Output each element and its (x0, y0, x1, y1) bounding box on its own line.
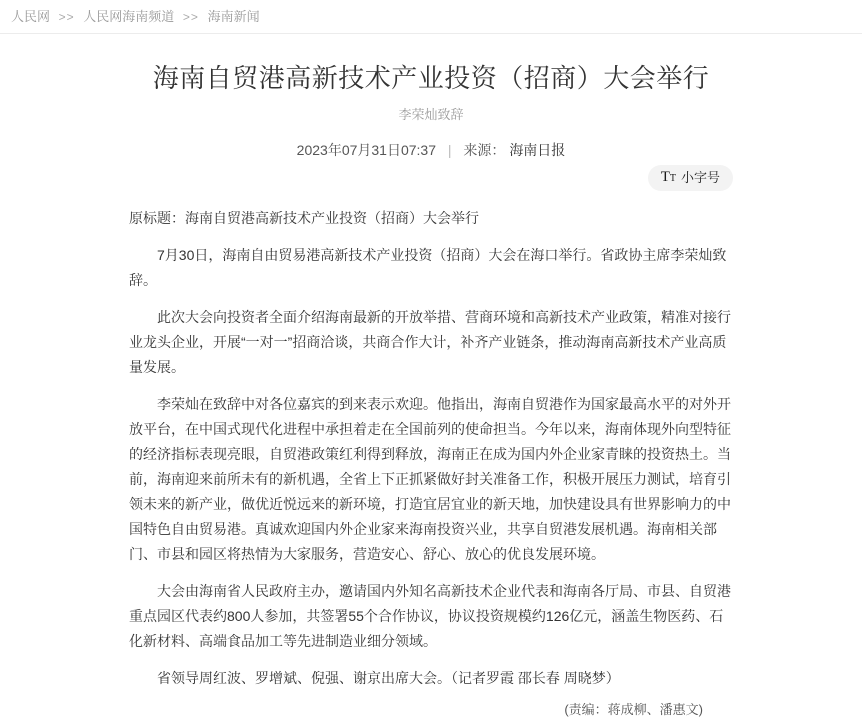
article-body (129, 206, 733, 691)
publish-date: 2023年07月31日07:37 (296, 142, 436, 158)
font-size-label: 小字号 (680, 170, 720, 185)
breadcrumb-separator: >> (58, 10, 75, 24)
header-divider (0, 33, 862, 34)
article-subtitle: 李荣灿致辞 (398, 107, 464, 122)
source-link[interactable]: 海南日报 (509, 142, 566, 158)
editors-note: (责编：蒋成柳、潘惠文) (564, 702, 703, 717)
article-content (129, 62, 733, 717)
article-title: 海南自贸港高新技术产业投资（招商）大会举行 (152, 63, 710, 93)
article-toolbar (129, 165, 733, 189)
breadcrumb-link-hainan-channel[interactable]: 人民网海南频道 (83, 9, 175, 24)
source-label: 来源： (463, 142, 506, 158)
paragraph: 李荣灿在致辞中对各位嘉宾的到来表示欢迎。他指出，海南自贸港作为国家最高水平的对外开放平台，在中国式现代化进程中承担着走在全国前列的使命担当。今年以来，海南体现外向型特征的经济指标表现亮眼，自贸港政策红利得到释放，海南正在成为国内外企业家青睐的投资热土。当前，海南迎来前所未有的新机遇，全省上下正抓紧做好封关准备工作，积极开展压力测试，培育引领未来的新产业，做优近悦远来的新环境，打造宜居宜业的新天地，加快建设具有世界影响力的中国特色自由贸易港。真诚欢迎国内外企业家来海南投资兴业，共享自贸港发展机遇。海南相关部门、市县和园区将热情为大家服务，营造安心、舒心、放心的优良发展环境。 (129, 396, 731, 562)
breadcrumb-link-peoples-net[interactable]: 人民网 (11, 9, 51, 24)
paragraph: 大会由海南省人民政府主办，邀请国内外知名高新技术企业代表和海南各厅局、市县、自贸港重点园区代表约800人参加，共签署55个合作协议，协议投资规模约126亿元，涵盖生物医药、石化新材料、高端食品加工等先进制造业细分领域。 (129, 583, 731, 649)
font-size-icon: TT (660, 169, 676, 185)
breadcrumb-link-hainan-news[interactable]: 海南新闻 (207, 9, 260, 24)
font-size-button[interactable] (648, 165, 733, 191)
paragraph: 7月30日，海南自由贸易港高新技术产业投资（招商）大会在海口举行。省政协主席李荣灿致辞。 (129, 247, 727, 288)
paragraph: 省领导周红波、罗增斌、倪强、谢京出席大会。（记者罗霞 邵长春 周晓梦） (157, 670, 620, 686)
paragraph: 此次大会向投资者全面介绍海南最新的开放举措、营商环境和高新技术产业政策，精准对接行业龙头企业，开展“一对一”招商洽谈，共商合作大计，补齐产业链条，推动海南高新技术产业高质量发展。 (129, 309, 731, 375)
breadcrumb (0, 0, 862, 33)
original-title-line: 原标题：海南自贸港高新技术产业投资（招商）大会举行 (129, 210, 479, 226)
meta-divider: | (447, 142, 452, 158)
article-meta (129, 143, 733, 158)
breadcrumb-separator: >> (182, 10, 199, 24)
